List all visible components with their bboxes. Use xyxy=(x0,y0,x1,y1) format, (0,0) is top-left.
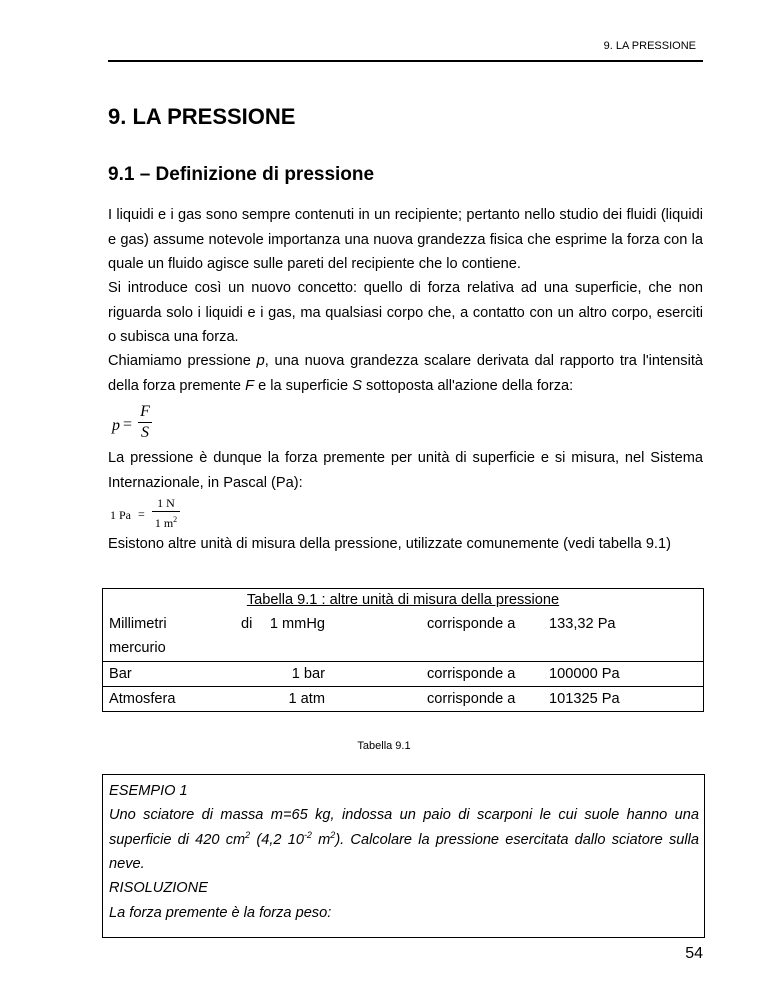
paragraph-new-concept: Si introduce così un nuovo concetto: quello di forza relativa ad una superficie, che non riguarda solo i liquidi e i gas, ma qualsiasi corpo che, a contatto con un altro corpo, eserciti o subisca una forza. xyxy=(108,280,703,345)
formula-fraction xyxy=(138,403,152,441)
unit-relation: corrisponde a xyxy=(427,616,516,632)
unit-name-cont: mercurio xyxy=(109,640,166,656)
unit-name: Atmosfera xyxy=(109,691,176,707)
text-fragment: ). Calcolare la pressione esercitata dallo sciatore sulla neve. xyxy=(109,831,699,872)
variable-F: F xyxy=(245,377,255,394)
unit-value: 100000 Pa xyxy=(549,666,620,682)
unit-value: 133,32 Pa xyxy=(549,616,616,632)
table-cell xyxy=(103,662,704,687)
formula-lhs: 1 Pa xyxy=(110,508,131,522)
formula-numerator: 1 N xyxy=(157,496,175,510)
text-fragment: , una nuova grandezza scalare derivata dal rapporto tra l'intensità della forza premente xyxy=(108,353,703,394)
unit-quantity: 1 mmHg xyxy=(269,616,325,632)
text-fragment: (4,2 10 xyxy=(250,831,304,848)
formula-numerator: F xyxy=(140,403,150,420)
example-box xyxy=(102,774,705,938)
unit-quantity: 1 bar xyxy=(291,666,325,682)
fraction-bar xyxy=(152,511,180,512)
text-fragment: e la superficie xyxy=(254,377,353,394)
unit-name: Bar xyxy=(109,666,132,682)
variable-p: p xyxy=(256,353,265,369)
running-header: 9. LA PRESSIONE xyxy=(603,40,696,52)
paragraph-pascal-unit: La pressione è dunque la forza premente per unità di superficie e si misura, nel Sistema Internazionale, in Pascal (Pa): xyxy=(108,450,703,491)
text-fragment: sottoposta all'azione della forza: xyxy=(361,377,574,394)
table-cell xyxy=(103,687,704,712)
unit-relation: corrisponde a xyxy=(427,666,516,682)
table-row xyxy=(103,662,704,687)
row-content xyxy=(109,662,697,686)
row-content xyxy=(109,687,697,711)
formula-denominator: S xyxy=(141,424,149,441)
solution-text: La forza premente è la forza peso: xyxy=(109,905,332,921)
row-content xyxy=(109,612,697,661)
page-number: 54 xyxy=(685,945,703,962)
unit-value: 101325 Pa xyxy=(549,691,620,707)
fraction-bar xyxy=(138,422,152,423)
formula-denominator xyxy=(152,513,180,530)
example-problem xyxy=(109,803,699,877)
text-fragment: Uno sciatore di massa m=65 kg, indossa un paio di scarponi le cui suole hanno una superficie di 420 cm xyxy=(109,807,699,848)
unit-quantity: 1 atm xyxy=(288,691,325,707)
unit-name-connector: di xyxy=(241,616,253,632)
table-label: Tabella 9.1 xyxy=(357,740,411,752)
solution-label: RISOLUZIONE xyxy=(109,880,208,896)
example-title: ESEMPIO 1 xyxy=(109,783,188,799)
formula-lhs: p xyxy=(112,417,120,434)
paragraph-other-units: Esistono altre unità di misura della pressione, utilizzate comunemente (vedi tabella 9.1) xyxy=(108,536,671,552)
formula-equals: = xyxy=(138,507,145,521)
superscript: -2 xyxy=(303,829,312,840)
superscript: 2 xyxy=(245,829,251,840)
formula-fraction xyxy=(152,496,180,530)
unit-name: Millimetri xyxy=(109,616,167,632)
section-title: 9.1 – Definizione di pressione xyxy=(108,164,375,185)
table-row xyxy=(103,687,704,712)
table-cell xyxy=(103,612,704,662)
formula-equals: = xyxy=(123,416,133,433)
variable-S: S xyxy=(352,377,362,394)
header-rule xyxy=(108,60,703,62)
text-fragment: Chiamiamo pressione xyxy=(108,353,257,369)
text-fragment: m xyxy=(311,831,331,848)
denominator-base: 1 m xyxy=(154,516,174,530)
superscript: 2 xyxy=(330,829,336,840)
paragraph-fluids-intro: I liquidi e i gas sono sempre contenuti in un recipiente; pertanto nello studio dei fluidi (liquidi e gas) assume notevole importanza una nuova grandezza fisica che esprime la forza con la quale un fluido agisce sulle pareti del recipiente che lo contiene. xyxy=(108,207,703,272)
chapter-title: 9. LA PRESSIONE xyxy=(108,104,296,129)
denominator-exponent: 2 xyxy=(173,515,178,524)
paragraph-pressure-definition xyxy=(108,349,703,398)
table-row xyxy=(103,612,704,662)
table-caption-row xyxy=(103,589,704,613)
unit-relation: corrisponde a xyxy=(427,691,516,707)
units-table xyxy=(102,588,704,712)
table-caption-cell xyxy=(103,589,704,613)
table-caption: Tabella 9.1 : altre unità di misura della pressione xyxy=(246,592,560,608)
